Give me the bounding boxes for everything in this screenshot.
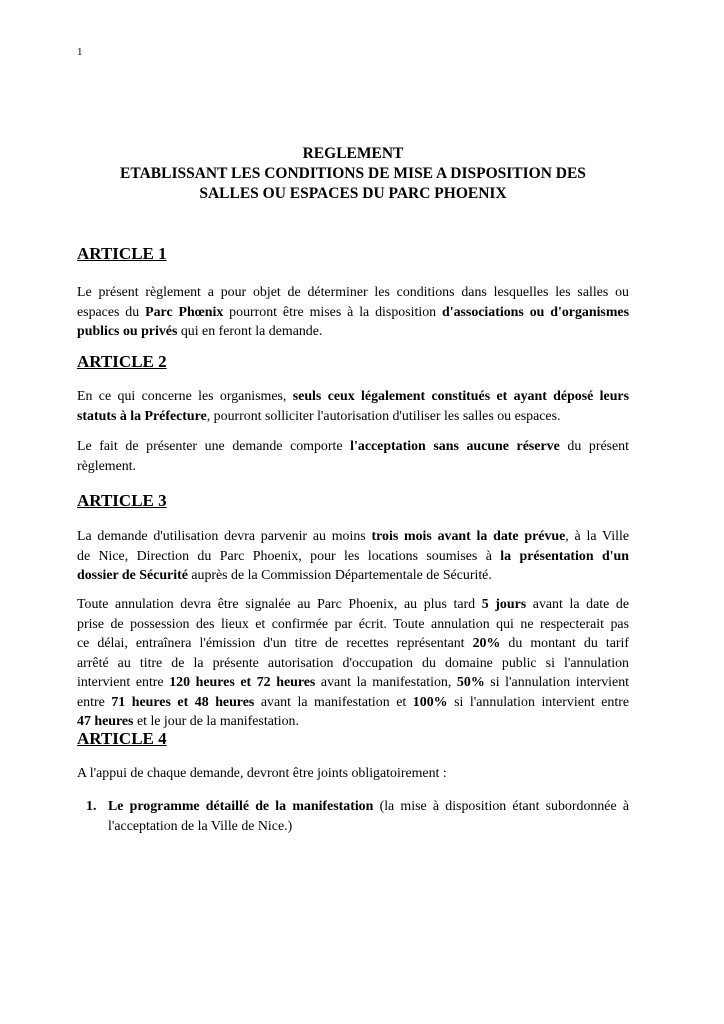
text-line: Le présent règlement a pour objet de déterminer les conditions dans lesquelles les salles ou: [77, 285, 629, 300]
article-4-heading: ARTICLE 4: [77, 729, 167, 748]
article-4-paragraph: [77, 764, 629, 784]
text-line: dossier de Sécurité auprès de la Commission Départementale de Sécurité.: [77, 568, 492, 583]
requirements-list-item: [77, 797, 629, 836]
list-number: 1.: [86, 799, 97, 814]
text-line: statuts à la Préfecture, pourront solliciter l'autorisation d'utiliser les salles ou espaces.: [77, 408, 561, 424]
article-1-paragraph: [77, 283, 629, 342]
text-line: publics ou privés qui en feront la demande.: [77, 324, 323, 339]
article-1-heading: ARTICLE 1: [77, 244, 167, 263]
text-line: Le programme détaillé de la manifestation (la mise à disposition étant subordonnée à: [108, 799, 629, 814]
text-line: ce délai, entraînera l'émission d'un titre de recettes représentant 20% du montant du tarif: [77, 636, 629, 651]
title-line-3: SALLES OU ESPACES DU PARC PHOENIX: [199, 185, 507, 202]
text-line: espaces du Parc Phœnix pourront être mises à la disposition d'associations ou d'organismes: [77, 304, 629, 320]
text-line: règlement.: [77, 458, 137, 474]
article-2-paragraph-2: [77, 437, 629, 476]
text-line: Toute annulation devra être signalée au Parc Phoenix, au plus tard 5 jours avant la date de: [77, 597, 629, 612]
document-title: [77, 144, 629, 204]
article-3-heading: ARTICLE 3: [77, 491, 167, 510]
article-2-paragraph-1: [77, 387, 629, 426]
article-3-paragraph-2: [77, 595, 629, 732]
text-line: A l'appui de chaque demande, devront être joints obligatoirement :: [77, 766, 447, 781]
article-2-heading: ARTICLE 2: [77, 352, 167, 371]
text-line: entre 71 heures et 48 heures avant la manifestation et 100% si l'annulation intervient entre: [77, 694, 629, 710]
article-3-paragraph-1: [77, 527, 629, 586]
page-number: 1: [77, 46, 83, 58]
text-line: prise de possession des lieux et confirmée par écrit. Toute annulation qui ne respecterait pas: [77, 616, 629, 632]
title-line-2: ETABLISSANT LES CONDITIONS DE MISE A DISPOSITION DES: [120, 165, 586, 182]
text-line: l'acceptation de la Ville de Nice.): [108, 818, 293, 834]
text-line: En ce qui concerne les organismes, seuls ceux légalement constitués et ayant déposé leurs: [77, 389, 630, 404]
text-line: arrêté au titre de la présente autorisation d'occupation du domaine public si l'annulation: [77, 655, 629, 671]
text-line: La demande d'utilisation devra parvenir au moins trois mois avant la date prévue, à la Ville: [77, 529, 629, 544]
title-line-1: REGLEMENT: [302, 145, 404, 162]
text-line: Le fait de présenter une demande comporte l'acceptation sans aucune réserve du présent: [77, 439, 629, 454]
text-line: intervient entre 120 heures et 72 heures avant la manifestation, 50% si l'annulation intervient: [77, 675, 629, 690]
text-line: de Nice, Direction du Parc Phoenix, pour les locations soumises à la présentation d'un: [77, 548, 629, 564]
text-line: 47 heures et le jour de la manifestation.: [77, 714, 299, 729]
